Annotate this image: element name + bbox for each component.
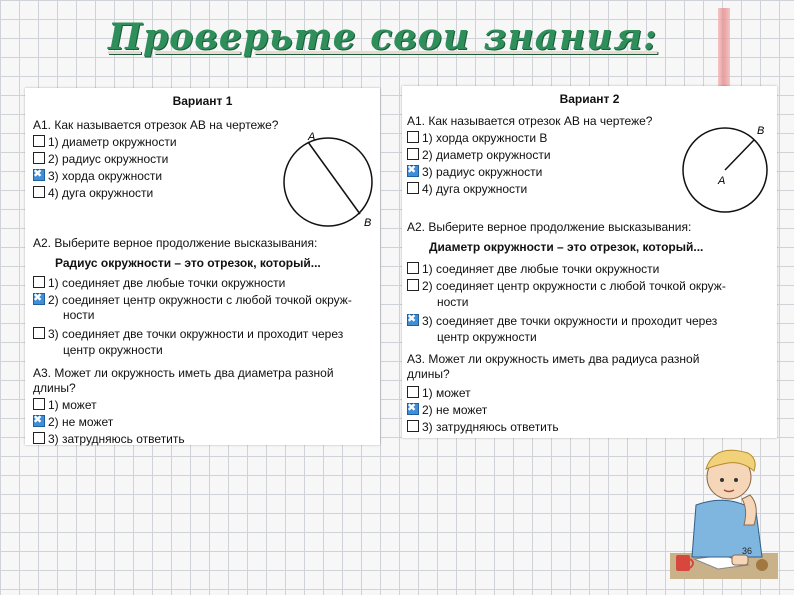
v2-a2-option-2-cont: ности: [437, 295, 469, 309]
v2-a1-option-1[interactable]: 1) хорда окружности В: [407, 131, 547, 145]
v2-a3-option-1[interactable]: 1) может: [407, 386, 471, 400]
v2-a3-option-2[interactable]: ✖2) не может: [407, 403, 487, 417]
v2-a2-option-1[interactable]: 1) соединяет две любые точки окружности: [407, 262, 659, 276]
checked-checkbox-icon[interactable]: [407, 165, 419, 177]
v1-a2-option-2-cont: ности: [63, 308, 95, 322]
v2-a1-option-3[interactable]: ✖3) радиус окружности: [407, 165, 542, 179]
v1-a3-option-1[interactable]: 1) может: [33, 398, 97, 412]
v1-a3-option-3[interactable]: 3) затрудняюсь ответить: [33, 432, 185, 446]
v1-a3-question-cont: длины?: [33, 381, 76, 395]
v2-a3-question-cont: длины?: [407, 367, 450, 381]
checkbox-icon[interactable]: [33, 432, 45, 444]
checkbox-icon[interactable]: [407, 262, 419, 274]
variant-1-panel: [25, 88, 380, 445]
checkbox-icon[interactable]: [407, 386, 419, 398]
thinking-boy-illustration: [666, 435, 778, 580]
checkbox-icon[interactable]: [33, 135, 45, 147]
checked-checkbox-icon[interactable]: [407, 314, 419, 326]
page-title: Проверьте свои знания:: [108, 16, 658, 58]
checkbox-icon[interactable]: [407, 420, 419, 432]
v1-a1-option-2[interactable]: 2) радиус окружности: [33, 152, 168, 166]
checked-checkbox-icon[interactable]: [33, 169, 45, 181]
v2-a2-option-2[interactable]: 2) соединяет центр окружности с любой точкой окруж-: [407, 279, 726, 293]
v2-a2-option-3[interactable]: ✖3) соединяет две точки окружности и проходит через: [407, 314, 717, 328]
v1-a2-option-3[interactable]: 3) соединяет две точки окружности и проходит через: [33, 327, 343, 341]
v2-a1-option-4[interactable]: 4) дуга окружности: [407, 182, 527, 196]
v2-a1-option-2[interactable]: 2) диаметр окружности: [407, 148, 551, 162]
mug-icon: [676, 555, 690, 571]
v1-a2-question: А2. Выберите верное продолжение высказывания:: [33, 236, 318, 250]
checkbox-icon[interactable]: [407, 182, 419, 194]
variant-2-panel: [402, 86, 777, 438]
variant-1-heading: Вариант 1: [172, 94, 233, 108]
v1-a2-option-2[interactable]: ✖2) соединяет центр окружности с любой точкой окруж-: [33, 293, 352, 307]
checkbox-icon[interactable]: [33, 398, 45, 410]
v1-point-a-label: A: [308, 131, 316, 143]
checked-checkbox-icon[interactable]: [33, 293, 45, 305]
v1-a2-lead: Радиус окружности – это отрезок, который...: [55, 256, 321, 270]
v2-a2-option-3-cont: центр окружности: [437, 330, 537, 344]
v1-point-b-label: B: [364, 217, 372, 229]
checked-checkbox-icon[interactable]: [33, 415, 45, 427]
checkbox-icon[interactable]: [33, 186, 45, 198]
checkbox-icon[interactable]: [407, 131, 419, 143]
v1-a2-option-1[interactable]: 1) соединяет две любые точки окружности: [33, 276, 285, 290]
checkbox-icon[interactable]: [407, 279, 419, 291]
v2-circle-diagram: [682, 120, 774, 216]
v1-a3-question: А3. Может ли окружность иметь два диаметра разной: [33, 366, 334, 380]
v1-a1-option-1[interactable]: 1) диаметр окружности: [33, 135, 177, 149]
checked-checkbox-icon[interactable]: [407, 403, 419, 415]
checkbox-icon[interactable]: [33, 327, 45, 339]
v1-a3-option-2[interactable]: ✖2) не может: [33, 415, 113, 429]
v2-a3-option-3[interactable]: 3) затрудняюсь ответить: [407, 420, 559, 434]
v2-a2-question: А2. Выберите верное продолжение высказывания:: [407, 220, 692, 234]
checkbox-icon[interactable]: [33, 276, 45, 288]
checkbox-icon[interactable]: [33, 152, 45, 164]
v1-a2-option-3-cont: центр окружности: [63, 343, 163, 357]
v1-circle-diagram: [280, 128, 376, 232]
page-number: 36: [742, 546, 753, 556]
v2-a2-lead: Диаметр окружности – это отрезок, который...: [429, 240, 704, 254]
v2-point-a-label: A: [718, 175, 726, 187]
v1-a1-option-4[interactable]: 4) дуга окружности: [33, 186, 153, 200]
v2-a3-question: А3. Может ли окружность иметь два радиуса разной: [407, 352, 700, 366]
v1-a1-option-3[interactable]: ✖3) хорда окружности: [33, 169, 162, 183]
v1-a1-question: А1. Как называется отрезок АВ на чертеже?: [33, 118, 279, 132]
checkbox-icon[interactable]: [407, 148, 419, 160]
v2-point-b-label: B: [757, 125, 765, 137]
v2-a1-question: А1. Как называется отрезок АВ на чертеже?: [407, 114, 653, 128]
variant-2-heading: Вариант 2: [559, 92, 620, 106]
